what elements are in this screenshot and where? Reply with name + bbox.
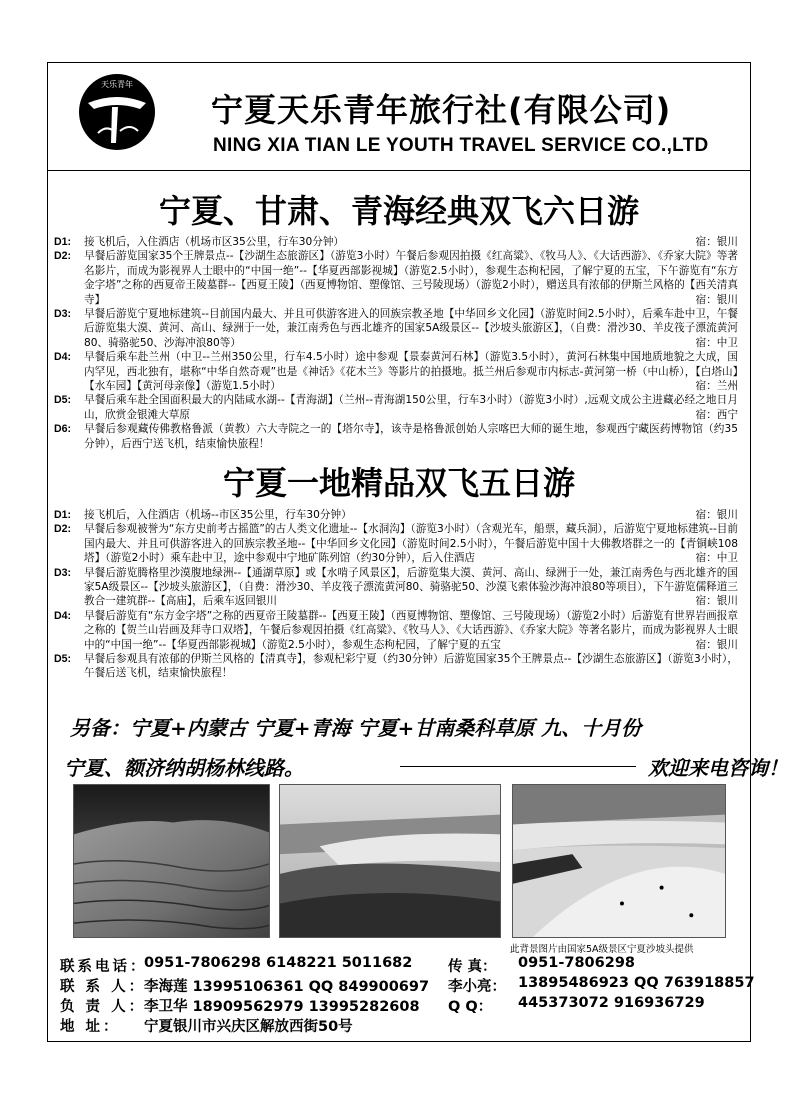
itinerary-five-day [54,508,742,681]
day-lodging: 宿：兰州 [690,379,738,393]
day-lodging: 宿：中卫 [690,336,738,350]
company-logo [78,73,156,151]
fax-label: 传 真： [448,959,497,975]
contact-person-label: 联 系 人： [60,979,147,995]
day-label: D2: [54,250,72,263]
day-label: D5: [54,653,72,666]
header-divider [48,170,750,171]
qq-value: 445373072 916936729 [518,995,705,1011]
itinerary-day [54,393,742,422]
day-text: 早餐后参观藏传佛教格鲁派（黄教）六大寺院之一的【塔尔寺】，该寺是格鲁派创始人宗喀巴大师的诞生地，参观西宁藏医药博物馆（约35分钟），后西宁送飞机，结束愉快旅程！ [84,423,738,450]
phone-value: 0951-7806298 6148221 5011682 [144,955,413,971]
day-lodging: 宿：银川 [690,638,738,652]
divider-line [400,766,636,767]
photo-yellow-river [279,784,501,938]
itinerary-day [54,422,742,451]
itinerary-day [54,609,742,652]
day-label: D3: [54,566,72,579]
itinerary-day [54,235,742,249]
day-lodging: 宿：银川 [690,293,738,307]
fax-value: 0951-7806298 [518,955,635,971]
day-text: 早餐后游览宁夏地标建筑--目前国内最大、并且可供游客进入的回族宗教圣地【中华回乡文化园】（游览时间2.5小时），后乘车赴中卫，午餐后游览集大漠、黄河、高山、绿洲于一处，兼江南秀色与西北雄齐的国家5A级景区--【沙坡头旅游区】，（自费：滑沙30、羊皮筏子漂流黄河80、骑骆驼50、沙海冲浪80等） [84,308,738,349]
address-label: 地 址： [60,1019,121,1035]
itinerary-day [54,508,742,522]
day-lodging: 宿：中卫 [690,551,738,565]
itinerary-day [54,249,742,307]
tour-title-five-day: 宁夏一地精品双飞五日游 [222,464,575,502]
day-text: 早餐后乘车赴全国面积最大的内陆咸水湖--【青海湖】（兰州--青海湖150公里，行车3小时）（游览3小时）,远观文成公主进藏必经之地日月山，欣赏金银滩大草原 [84,394,738,421]
day-lodging: 宿：西宁 [690,408,738,422]
day-lodging: 宿：银川 [690,235,738,249]
tour-title-six-day: 宁夏、甘肃、青海经典双飞六日游 [158,192,639,230]
day-text: 接飞机后，入住酒店（机场--市区35公里，行车30分钟） [84,509,352,521]
itinerary-day [54,350,742,393]
header [48,63,750,171]
day-label: D4: [54,351,72,364]
welcome-text: 欢迎来电咨询！ [648,756,788,780]
day-text: 早餐后游览有“东方金字塔”之称的西夏帝王陵墓群--【西夏王陵】（西夏博物馆、塑像馆、三号陵现场）（游览2小时）后游览有世界岩画报章之称的【贺兰山岩画及拜寺口双塔】，午餐后参观因拍摄《红高粱》、《牧马人》、《大话西游》、《乔家大院》等著名影片，而成为影视界人士眼中的“中国一绝”--【华夏西部影视城】（游览2.5小时），参观生态枸杞园，了解宁夏的五宝 [84,609,738,651]
day-text: 接飞机后，入住酒店（机场市区35公里，行车30分钟） [84,236,345,248]
itinerary-six-day [54,235,742,451]
day-label: D6: [54,423,72,436]
phone-label: 联系电话： [60,959,148,975]
day-label: D5: [54,394,72,407]
day-label: D1: [54,509,72,521]
day-lodging: 宿：银川 [690,508,738,522]
day-label: D4: [54,609,72,622]
day-label: D1: [54,236,72,248]
contact-person-2: 13895486923 QQ 763918857 [518,975,755,991]
itinerary-day [54,522,742,565]
contact-person-2-name: 李小亮： [448,979,506,995]
photo-caption: 此背景图片由国家5A级景区宁夏沙坡头提供 [510,944,694,955]
day-text: 早餐后游览腾格里沙漠腹地绿洲--【通湖草原】或【水啃子风景区】，后游览集大漠、黄河、高山、绿洲于一处，兼江南秀色与西北雄齐的国家5A级景区--【沙坡头旅游区】，（自费：滑沙30、羊皮筏子漂流黄河80、骑骆驼50、沙漠飞索体验沙海冲浪80等项目），下午游览儒释道三教合一建筑群--【高庙】，后乘车返回银川 [84,566,738,608]
photo-shapotou [512,784,726,938]
also-offered-line2: 宁夏、额济纳胡杨林线路。 [64,756,304,780]
itinerary-day [54,652,742,681]
day-label: D2: [54,523,72,536]
photo-sand-dunes [73,784,270,938]
also-offered-line1: 另备：宁夏+内蒙古 宁夏+青海 宁夏+甘南桑科草原 九、十月份 [70,716,642,740]
itinerary-day [54,566,742,609]
manager-label: 负 责 人： [60,999,147,1015]
itinerary-day [54,307,742,350]
day-label: D3: [54,308,72,321]
logo-text: 天乐青年 [101,80,133,89]
company-name-en: NING XIA TIAN LE YOUTH TRAVEL SERVICE CO.,LTD [213,135,709,156]
day-text: 早餐后游览国家35个王牌景点--【沙湖生态旅游区】（游览3小时）午餐后参观因拍摄《红高粱》、《牧马人》、《大话西游》、《乔家大院》等著名影片，而成为影视界人士眼中的“中国一绝”--【华夏西部影视城】（游览2.5小时），参观生态枸杞园，了解宁夏的五宝，下午游览有“东方金字塔”之称的西夏帝王陵墓群--【西夏王陵】（西夏博物馆、塑像馆、三号陵现场）（游览2小时），赠送具有浓郁的伊斯兰风格的【西关清真寺】 [84,250,738,306]
day-lodging: 宿：银川 [690,594,738,608]
company-name-cn: 宁夏天乐青年旅行社(有限公司) [211,91,672,129]
manager-value: 李卫华 18909562979 13995282608 [144,999,420,1015]
qq-label: Q Q： [448,999,493,1015]
address-value: 宁夏银川市兴庆区解放西街50号 [144,1019,353,1035]
day-text: 早餐后参观具有浓郁的伊斯兰风格的【清真寺】，参观杞彩宁夏（约30分钟）后游览国家35个王牌景点--【沙湖生态旅游区】（游览3小时），午餐后送飞机，结束愉快旅程！ [84,653,738,680]
day-text: 早餐后乘车赴兰州（中卫--兰州350公里，行车4.5小时）途中参观【景泰黄河石林】（游览3.5小时），黄河石林集中国地质地貌之大成，国内罕见，西北独有，堪称“中华自然奇观”也是《神话》《花木兰》等影片的拍摄地。抵兰州后参观市内标志-黄河第一桥（中山桥），【白塔山】【水车园】【黄河母亲像】（游览1.5小时） [84,351,738,393]
contact-person-1: 李海莲 13995106361 QQ 849900697 [144,979,430,995]
day-text: 早餐后参观被誉为“东方史前考古摇篮”的古人类文化遗址--【水洞沟】（游览3小时）（含观光车，船票，藏兵洞），后游览宁夏地标建筑--目前国内最大、并且可供游客进入的回族宗教圣地--【中华回乡文化园】（游览时间2.5小时），午餐后游览中国十大佛教塔群之一的【青铜峡108塔】（游览2小时）乘车赴中卫，途中参观中宁地矿陈列馆（约30分钟），后入住酒店 [84,523,738,565]
